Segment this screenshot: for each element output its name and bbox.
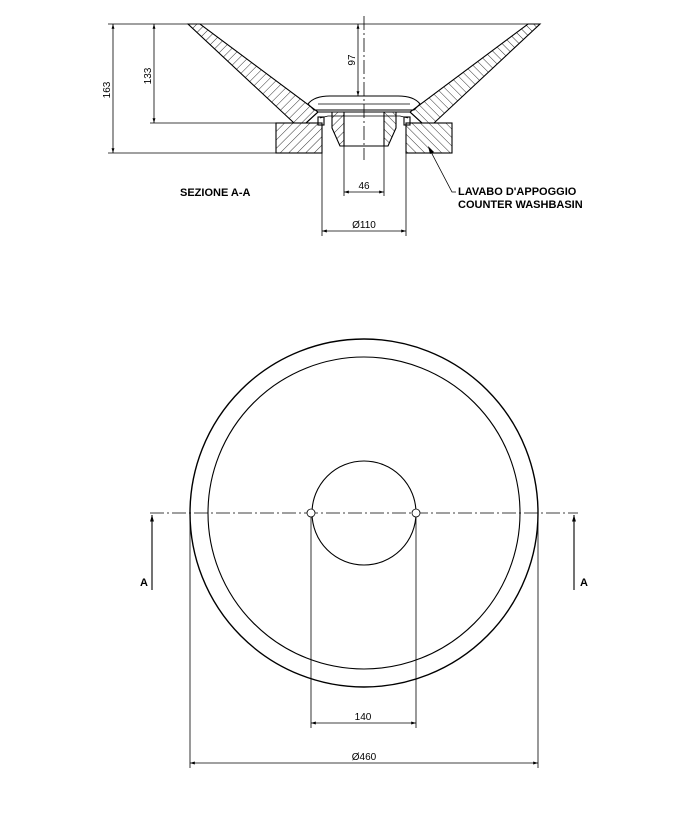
drain-body-right — [384, 112, 396, 146]
drain-body-left — [332, 112, 344, 146]
section-marker-right: A — [580, 577, 588, 589]
dim-inner-height: 133 — [143, 67, 154, 85]
counter-label-it: LAVABO D'APPOGGIO — [458, 186, 577, 198]
section-view — [102, 16, 583, 236]
fixing-hole-right — [412, 509, 420, 517]
dim-outer-diameter: Ø460 — [351, 752, 377, 763]
dim-bowl-depth: 97 — [347, 54, 358, 66]
inner-rim-circle — [208, 357, 520, 669]
bowl-wall-left — [188, 24, 318, 123]
dim-hole-diameter: Ø110 — [352, 220, 376, 231]
section-title: SEZIONE A-A — [180, 187, 251, 199]
dim-hole-spacing: 140 — [354, 712, 372, 723]
fixing-hole-left — [307, 509, 315, 517]
dim-total-height: 163 — [102, 81, 113, 99]
counter-leader — [430, 150, 456, 192]
section-marker-left: A — [140, 577, 148, 589]
counter-slab-left — [276, 123, 322, 153]
counter-label-en: COUNTER WASHBASIN — [458, 199, 583, 211]
plan-view — [140, 339, 588, 768]
bowl-wall-right — [410, 24, 540, 123]
dim-drain-width: 46 — [358, 181, 370, 192]
